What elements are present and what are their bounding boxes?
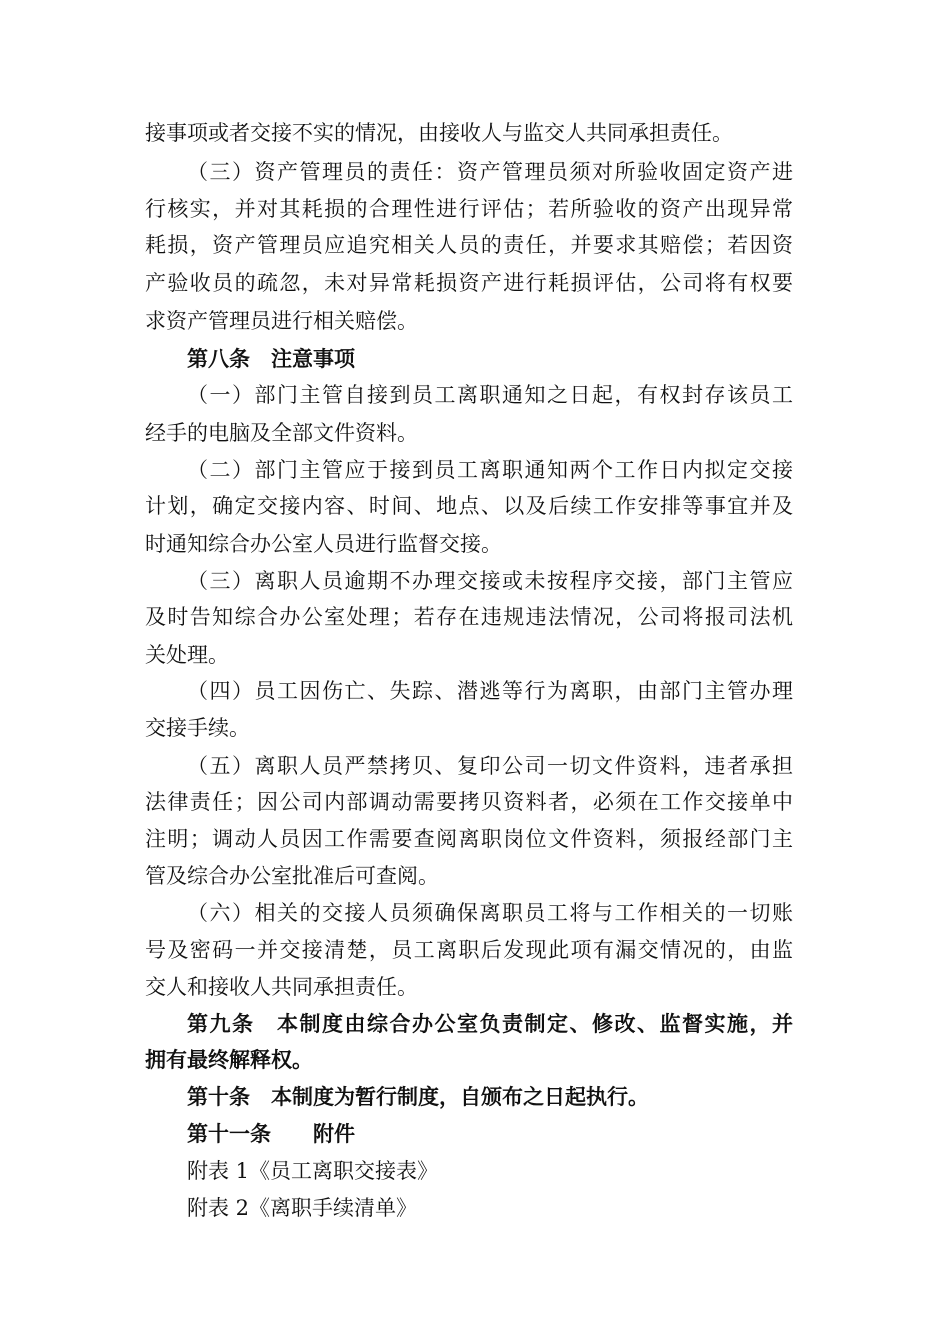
text-line: 求资产管理员进行相关赔偿。 [145,309,418,333]
text-line: 时通知综合办公室人员进行监督交接。 [145,532,502,556]
text-line: 注明；调动人员因工作需要查阅离职岗位文件资料，须报经部门主 [145,827,793,851]
text-line: 经手的电脑及全部文件资料。 [145,421,418,445]
section-heading: 第九条 本制度由综合办公室负责制定、修改、监督实施，并 [187,1011,793,1036]
attachment-item: 附表 2《离职手续清单》 [187,1196,418,1220]
text-line: （四）员工因伤亡、失踪、潜逃等行为离职，由部门主管办理 [187,679,793,703]
text-line: 行核实，并对其耗损的合理性进行评估；若所验收的资产出现异常 [145,197,793,221]
text-line: 交接手续。 [145,716,250,740]
section-heading: 第八条 注意事项 [187,346,355,371]
text-line: （二）部门主管应于接到员工离职通知两个工作日内拟定交接 [187,458,793,482]
section-heading: 第十一条 附件 [187,1121,355,1146]
text-line: 法律责任；因公司内部调动需要拷贝资料者，必须在工作交接单中 [145,790,793,814]
text-line: （五）离职人员严禁拷贝、复印公司一切文件资料，违者承担 [187,754,793,778]
text-line: （一）部门主管自接到员工离职通知之日起，有权封存该员工 [187,383,793,407]
text-line: （三）离职人员逾期不办理交接或未按程序交接，部门主管应 [187,569,793,593]
attachment-item: 附表 1《员工离职交接表》 [187,1159,439,1183]
text-line: （六）相关的交接人员须确保离职员工将与工作相关的一切账 [187,901,793,925]
section-heading-cont: 拥有最终解释权。 [145,1047,313,1072]
section-heading: 第十条 本制度为暂行制度，自颁布之日起执行。 [187,1084,649,1109]
text-line: 产验收员的疏忽，未对异常耗损资产进行耗损评估，公司将有权要 [145,271,793,295]
text-line: 管及综合办公室批准后可查阅。 [145,864,439,888]
text-line: 接事项或者交接不实的情况，由接收人与监交人共同承担责任。 [145,121,733,145]
text-line: 及时告知综合办公室处理；若存在违规违法情况，公司将报司法机 [145,605,793,629]
text-line: 交人和接收人共同承担责任。 [145,975,418,999]
text-line: 关处理。 [145,643,229,667]
text-line: 计划，确定交接内容、时间、地点、以及后续工作安排等事宜并及 [145,494,793,518]
text-line: 耗损，资产管理员应追究相关人员的责任，并要求其赔偿；若因资 [145,233,793,257]
text-line: 号及密码一并交接清楚，员工离职后发现此项有漏交情况的，由监 [145,938,793,962]
text-line: （三）资产管理员的责任：资产管理员须对所验收固定资产进 [187,160,793,184]
